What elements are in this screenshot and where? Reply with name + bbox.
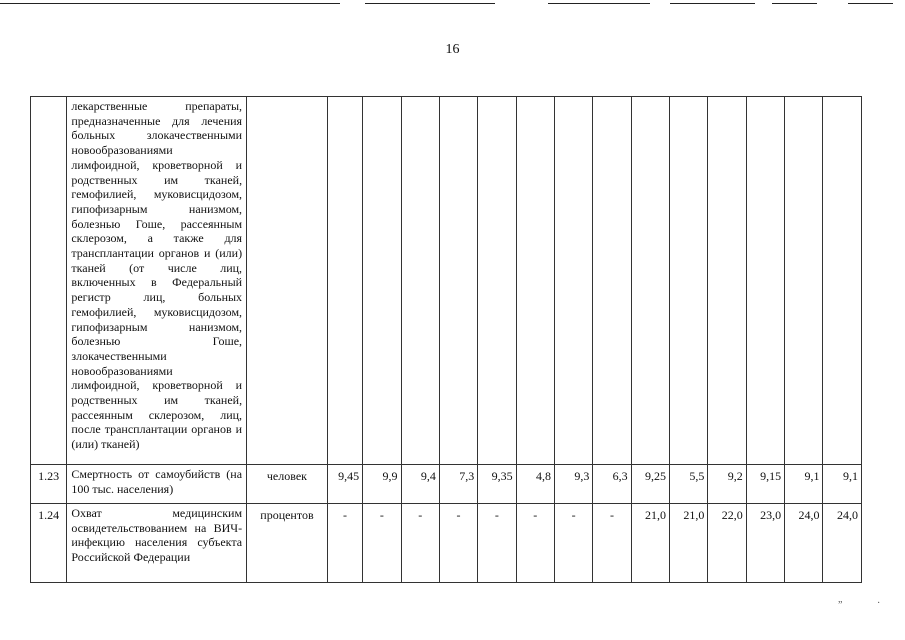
indicator-name-cell: Смертность от самоубийств (на 100 тыс. населения) [67,465,247,504]
value-cell: 9,9 [363,465,401,504]
value-cell: 21,0 [670,504,708,583]
value-cell [516,97,554,465]
value-cell: 21,0 [631,504,669,583]
value-cell: - [593,504,631,583]
value-cell: 9,4 [401,465,439,504]
top-border-line [548,3,650,4]
value-cell: - [401,504,439,583]
value-cell: 9,35 [478,465,516,504]
row-number-cell [31,97,67,465]
value-cell [327,97,362,465]
value-cell [478,97,516,465]
value-cell: 9,45 [327,465,362,504]
value-cell: 22,0 [708,504,746,583]
value-cell: - [363,504,401,583]
value-cell: 9,15 [746,465,784,504]
value-cell: - [478,504,516,583]
value-cell [439,97,477,465]
top-border-line [848,3,893,4]
value-cell: - [516,504,554,583]
indicator-name-cell: лекарственные препараты, предназначенные для лечения больных злокачественными новообразованиями лимфоидной, кроветворной и родственных им тканей, гемофилией, муковисцидозом, гипофизарным нанизмом, болезнью Гоше, рассеянным склерозом, а также для трансплантации органов и (или) тканей (от числе лиц, включенных в Федеральный регистр лиц, больных гемофилией, муковисцидозом, гипофизарным нанизмом, болезнью Гоше, злокачественными новообразованиями лимфоидной, кроветворной и родственных им тканей, рассеянным склерозом, лиц, после трансплантации органов и (или) тканей) [67,97,247,465]
value-cell: 6,3 [593,465,631,504]
value-cell [823,97,862,465]
value-cell: 4,8 [516,465,554,504]
value-cell [670,97,708,465]
value-cell [401,97,439,465]
value-cell: - [439,504,477,583]
unit-cell: человек [247,465,328,504]
indicator-name-cell: Охват медицинским освидетельствованием на ВИЧ-инфекцию населения субъекта Российской Федерации [67,504,247,583]
value-cell [593,97,631,465]
scan-speck: ” [838,600,843,611]
unit-cell [247,97,328,465]
row-number-cell: 1.23 [31,465,67,504]
page-number: 16 [445,42,460,57]
top-border-line [365,3,495,4]
top-border-line [670,3,755,4]
value-cell: 7,3 [439,465,477,504]
value-cell [554,97,592,465]
value-cell [785,97,823,465]
value-cell: 9,3 [554,465,592,504]
value-cell: 9,1 [785,465,823,504]
value-cell: 23,0 [746,504,784,583]
value-cell: 9,25 [631,465,669,504]
top-border-line [0,3,340,4]
value-cell: 5,5 [670,465,708,504]
table-row [31,465,862,504]
value-cell [708,97,746,465]
value-cell: 9,1 [823,465,862,504]
unit-cell: процентов [247,504,328,583]
scan-speck: · [877,598,881,609]
value-cell: 24,0 [823,504,862,583]
value-cell: 9,2 [708,465,746,504]
value-cell [746,97,784,465]
value-cell: - [554,504,592,583]
value-cell: - [327,504,362,583]
table-row [31,504,862,583]
value-cell [631,97,669,465]
table-row [31,97,862,465]
value-cell: 24,0 [785,504,823,583]
value-cell [363,97,401,465]
indicators-table [30,96,862,583]
top-border-line [772,3,817,4]
row-number-cell: 1.24 [31,504,67,583]
